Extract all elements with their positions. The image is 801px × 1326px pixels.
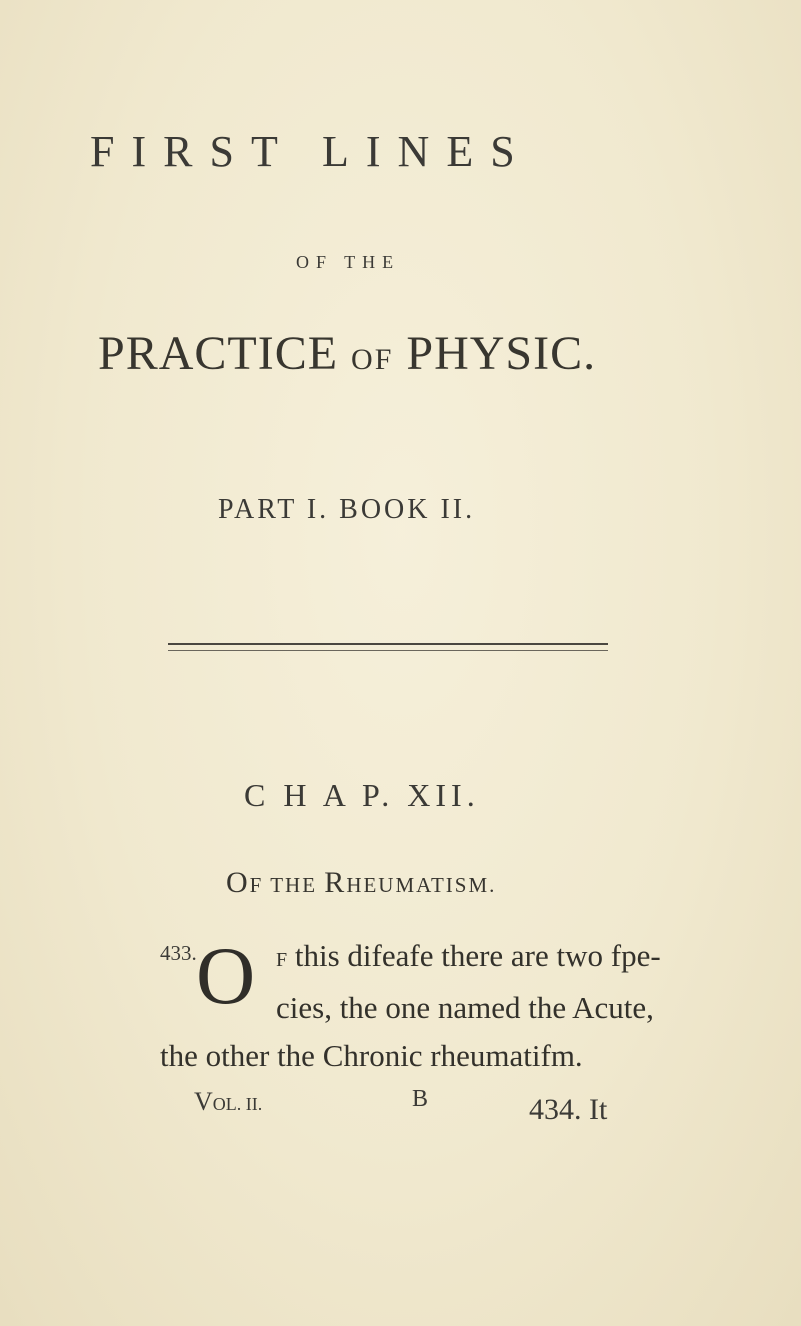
footer-signature: B xyxy=(412,1086,429,1112)
chapter-heading: C H A P. XII. xyxy=(244,777,480,813)
subtitle-initial: O xyxy=(226,866,250,899)
body-line-1-text: this difeafe there are two fpe- xyxy=(287,938,661,973)
title-of-the: OF THE xyxy=(296,252,401,272)
title-of-word: OF xyxy=(351,343,394,376)
title-first-lines: FIRST LINES xyxy=(90,127,532,176)
title-physic-word: PHYSIC. xyxy=(406,327,597,380)
subtitle-of-the: F THE xyxy=(249,873,325,897)
title-practice-of-physic xyxy=(98,326,596,381)
subtitle-r-initial: R xyxy=(324,866,347,899)
footer-catchword: 434. It xyxy=(529,1093,608,1126)
title-practice-word: PRACTICE xyxy=(98,327,339,380)
part-book-heading: PART I. BOOK II. xyxy=(218,494,476,525)
drop-cap: O xyxy=(196,930,256,1021)
body-line-1 xyxy=(276,938,661,974)
body-line-1-cap: F xyxy=(276,949,288,971)
paragraph-number: 433. xyxy=(160,941,197,965)
footer-volume xyxy=(194,1087,262,1117)
ornamental-rule xyxy=(168,643,608,651)
body-line-3: the other the Chronic rheumatifm. xyxy=(160,1038,583,1073)
body-line-2: cies, the one named the Acute, xyxy=(276,990,654,1025)
footer-volume-rest: OL. II. xyxy=(212,1094,263,1114)
subtitle-rheumatism: HEUMATISM. xyxy=(346,873,497,897)
footer-volume-v: V xyxy=(194,1087,213,1116)
chapter-subtitle xyxy=(226,866,496,900)
